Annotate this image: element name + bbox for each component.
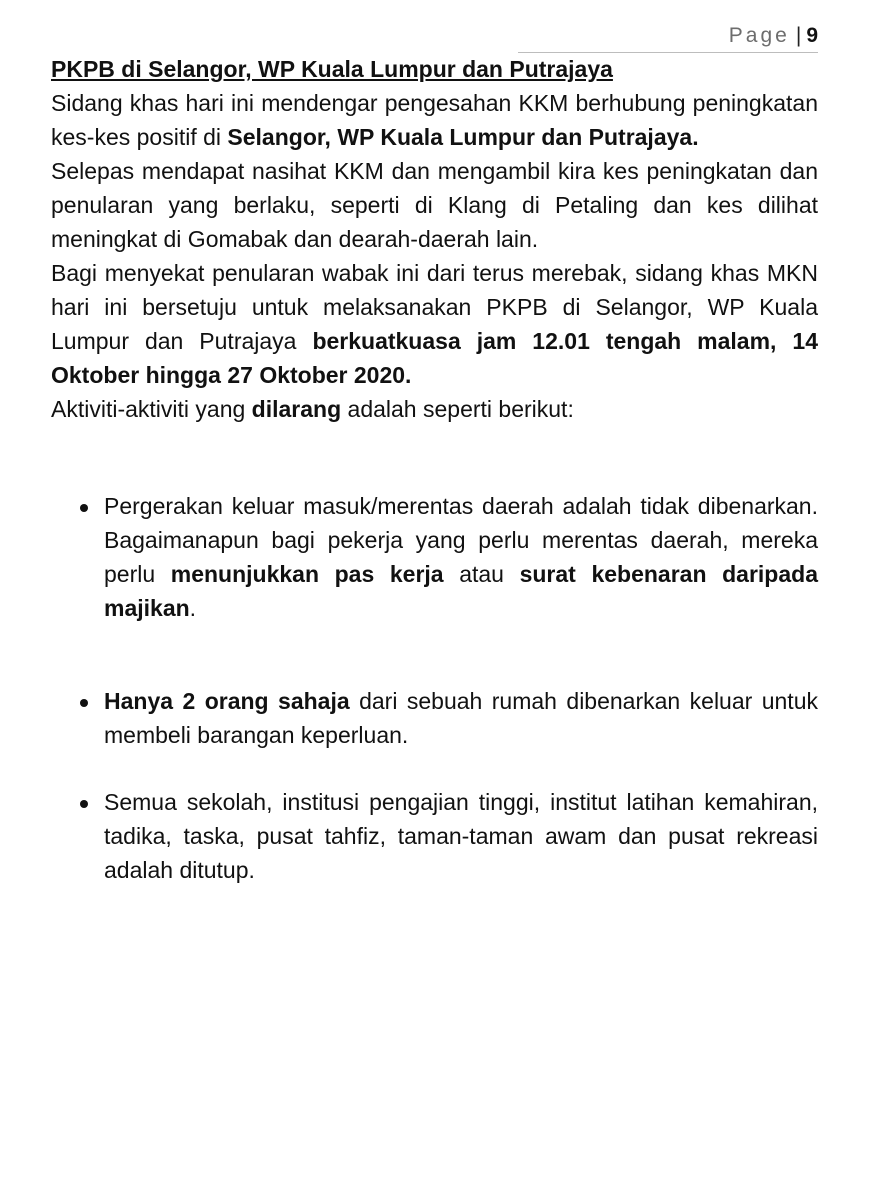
bullet-2-text: dari sebuah rumah dibenarkan keluar untuk membeli barangan keperluan. <box>104 688 818 748</box>
list-item <box>51 785 818 887</box>
page-number: 9 <box>806 24 818 47</box>
paragraph-4-text-b: adalah seperti berikut: <box>341 396 574 422</box>
bullet-1-text-c: . <box>189 595 197 621</box>
page-header <box>518 24 818 53</box>
paragraph-3-text: Bagi menyekat penularan wabak ini dari terus merebak, sidang khas MKN hari ini bersetuju untuk melaksanakan PKPB di Selangor, WP Kuala Lumpur dan Putrajaya <box>51 260 818 354</box>
paragraph-2 <box>51 154 818 256</box>
page-separator: | <box>795 24 805 47</box>
bullet-icon <box>80 504 88 512</box>
bullet-1-text-a: Pergerakan keluar masuk/merentas daerah adalah tidak dibenarkan. Bagaimanapun bagi pekerja yang perlu merentas daerah, mereka perlu <box>104 493 818 587</box>
paragraph-4-text-a: Aktiviti-aktiviti yang <box>51 396 252 422</box>
page-label: Page <box>728 24 790 47</box>
paragraph-2-text: Selepas mendapat nasihat KKM dan mengambil kira kes peningkatan dan penularan yang berlaku, seperti di Klang di Petaling dan kes dilihat meningkat di Gomabak dan dearah-daerah lain. <box>51 158 818 252</box>
bullet-1-bold-b: surat kebenaran daripada majikan <box>104 561 818 621</box>
document-body <box>51 52 818 887</box>
bullet-2-bold: Hanya 2 orang sahaja <box>104 688 350 714</box>
list-item <box>51 489 818 625</box>
paragraph-4-bold: dilarang <box>251 396 342 422</box>
bullet-1-bold-a: menunjukkan pas kerja <box>170 561 444 587</box>
paragraph-3 <box>51 256 818 392</box>
list-item <box>51 684 818 752</box>
bullet-1-text-b: atau <box>443 561 520 587</box>
paragraph-4 <box>51 392 818 426</box>
paragraph-1-text: Sidang khas hari ini mendengar pengesahan KKM berhubung peningkatan kes-kes positif di <box>51 90 818 150</box>
paragraph-1 <box>51 86 818 154</box>
document-title: PKPB di Selangor, WP Kuala Lumpur dan Putrajaya <box>51 56 613 82</box>
paragraph-3-bold: berkuatkuasa jam 12.01 tengah malam, 14 Oktober hingga 27 Oktober 2020. <box>51 328 818 388</box>
bullet-icon <box>80 800 88 808</box>
bullet-3-text: Semua sekolah, institusi pengajian tinggi, institut latihan kemahiran, tadika, taska, pusat tahfiz, taman-taman awam dan pusat rekreasi adalah ditutup. <box>104 789 818 883</box>
bullet-icon <box>80 699 88 707</box>
paragraph-1-bold: Selangor, WP Kuala Lumpur dan Putrajaya. <box>227 124 699 150</box>
prohibited-activities-list <box>51 489 818 887</box>
